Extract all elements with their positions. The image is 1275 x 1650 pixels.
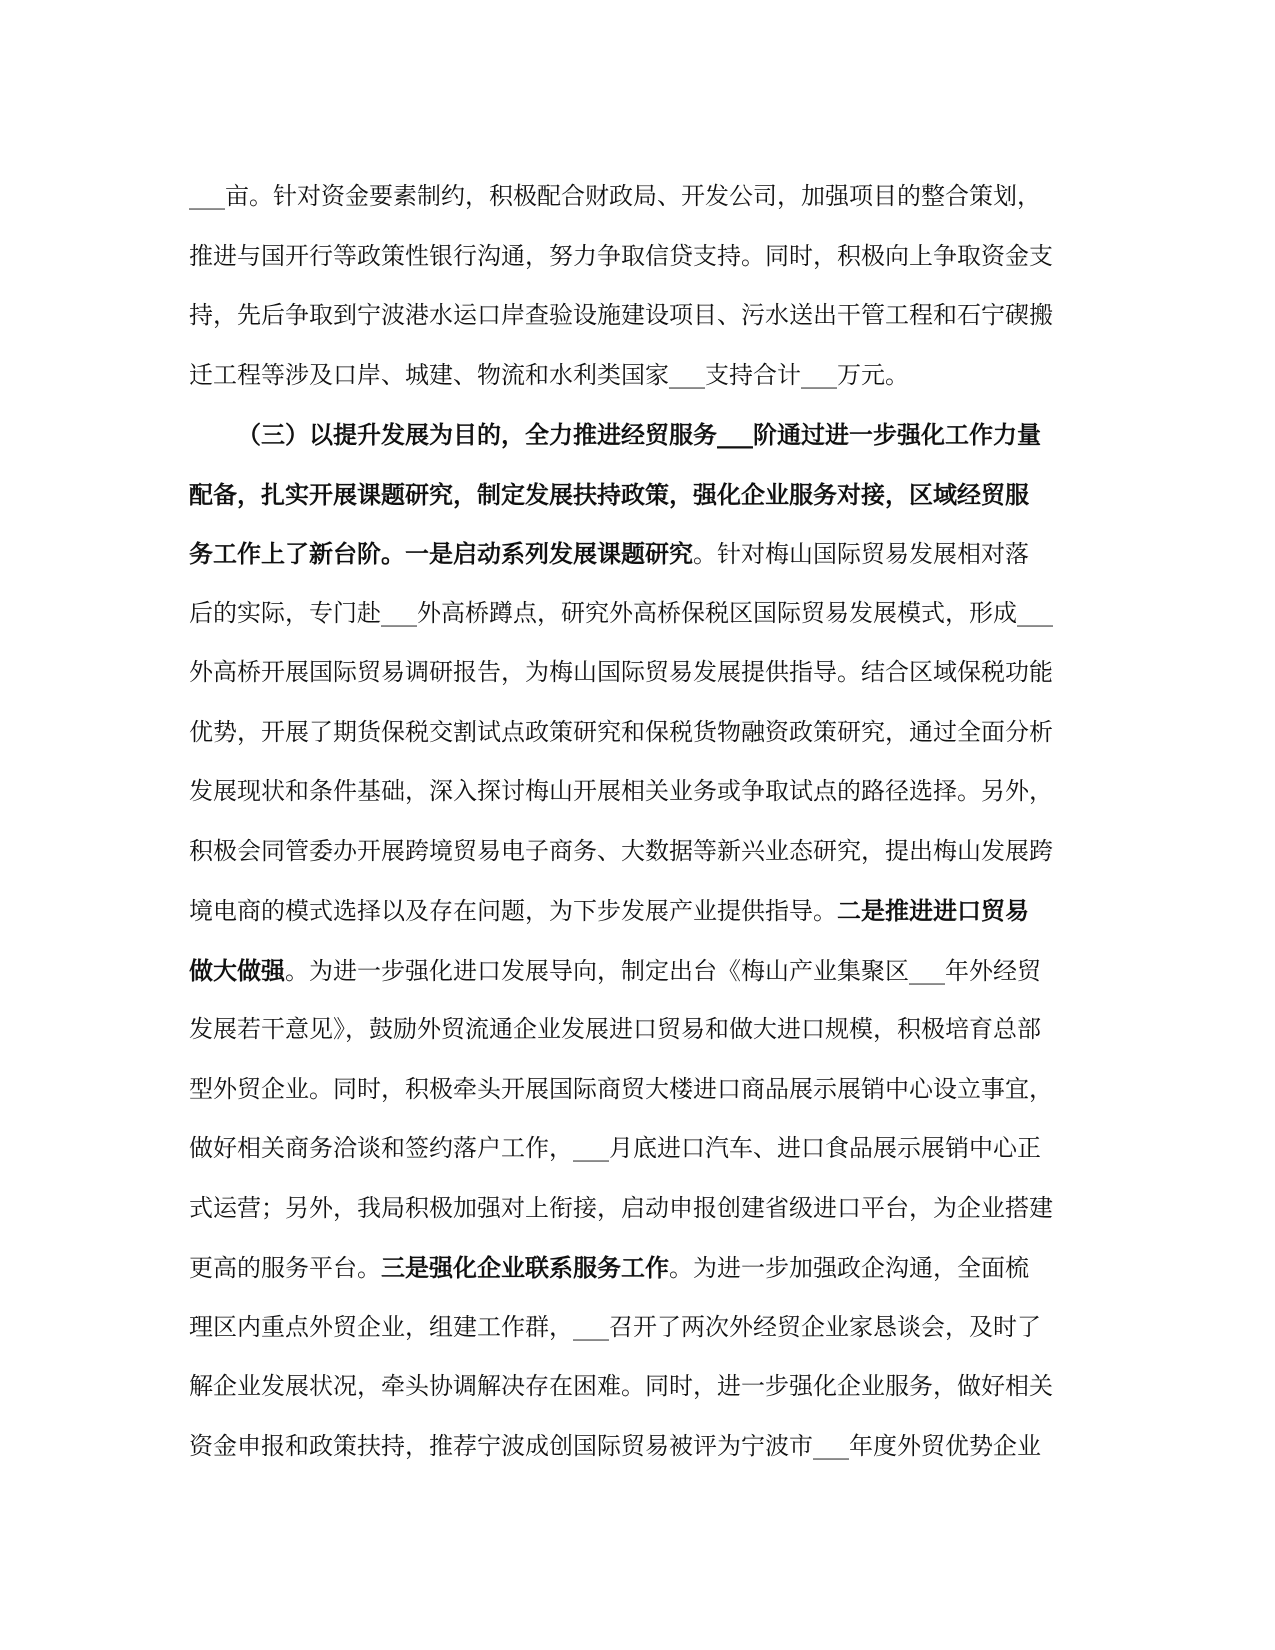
text-line — [189, 1060, 1089, 1120]
text-run: 型外贸企业。同时，积极牵头开展国际商贸大楼进口商品展示展销中心设立事宜， — [189, 1074, 1053, 1103]
text-line — [189, 822, 1089, 882]
text-run: 推进与国开行等政策性银行沟通，努力争取信贷支持。同时，积极向上争取资金支 — [189, 241, 1053, 270]
section-heading-line — [189, 405, 1089, 465]
text-run: 迁工程等涉及口岸、城建、物流和水利类国家___支持合计___万元。 — [189, 360, 909, 389]
text-line — [189, 1119, 1089, 1179]
text-line — [189, 167, 1089, 227]
text-run: 持，先后争取到宁波港水运口岸查验设施建设项目、污水送出干管工程和石宁碶搬 — [189, 301, 1053, 329]
bold-text-run: 二是推进进口贸易 — [837, 896, 1029, 925]
text-run: 境电商的模式选择以及存在问题，为下步发展产业提供指导。 — [189, 897, 837, 925]
text-line — [189, 643, 1089, 703]
bold-text-run: 务工作上了新台阶。一是启动系列发展课题研究 — [189, 539, 693, 568]
text-line — [189, 524, 1089, 584]
text-run: 式运营；另外，我局积极加强对上衔接，启动申报创建省级进口平台，为企业搭建 — [189, 1193, 1053, 1222]
text-line — [189, 1000, 1089, 1060]
text-line — [189, 1417, 1089, 1477]
text-line — [189, 881, 1089, 941]
text-line — [189, 584, 1089, 644]
text-run: 。针对梅山国际贸易发展相对落 — [693, 540, 1029, 568]
text-line — [189, 703, 1089, 763]
text-line — [189, 941, 1089, 1001]
text-line — [189, 1298, 1089, 1358]
text-run: 发展现状和条件基础，深入探讨梅山开展相关业务或争取试点的路径选择。另外， — [189, 777, 1053, 805]
text-run: 优势，开展了期货保税交割试点政策研究和保税货物融资政策研究，通过全面分析 — [189, 717, 1053, 746]
text-run: 发展若干意见》，鼓励外贸流通企业发展进口贸易和做大进口规模，积极培育总部 — [189, 1015, 1041, 1043]
text-line — [189, 346, 1089, 406]
text-line — [189, 1238, 1089, 1298]
text-run: 外高桥开展国际贸易调研报告，为梅山国际贸易发展提供指导。结合区域保税功能 — [189, 658, 1053, 686]
text-line — [189, 286, 1089, 346]
text-line — [189, 1357, 1089, 1417]
text-run: 做好相关商务洽谈和签约落户工作，___月底进口汽车、进口食品展示展销中心正 — [189, 1134, 1041, 1162]
text-run: 资金申报和政策扶持，推荐宁波成创国际贸易被评为宁波市___年度外贸优势企业 — [189, 1431, 1041, 1460]
text-run: ___亩。针对资金要素制约，积极配合财政局、开发公司，加强项目的整合策划， — [189, 182, 1041, 210]
text-line — [189, 227, 1089, 287]
bold-text-run: 做大做强 — [189, 955, 285, 985]
text-run: 理区内重点外贸企业，组建工作群，___召开了两次外经贸企业家恳谈会，及时了 — [189, 1312, 1041, 1341]
section-heading: （三）以提升发展为目的，全力推进经贸服务___阶通过进一步强化工作力量 — [237, 420, 1041, 449]
bold-text-run: 三是强化企业联系服务工作 — [381, 1253, 669, 1282]
text-line — [189, 1179, 1089, 1239]
text-run: 。为进一步强化进口发展导向，制定出台《梅山产业集聚区___年外经贸 — [285, 956, 1041, 985]
document-body — [189, 167, 1089, 1476]
text-run: 。为进一步加强政企沟通，全面梳 — [669, 1254, 1029, 1282]
text-line — [189, 762, 1089, 822]
section-heading: 配备，扎实开展课题研究，制定发展扶持政策，强化企业服务对接，区域经贸服 — [189, 479, 1029, 509]
text-run: 更高的服务平台。 — [189, 1254, 381, 1282]
text-run: 后的实际，专门赴___外高桥蹲点，研究外高桥保税区国际贸易发展模式，形成___ — [189, 598, 1053, 627]
text-line — [189, 465, 1089, 525]
text-run: 解企业发展状况，牵头协调解决存在困难。同时，进一步强化企业服务，做好相关 — [189, 1372, 1053, 1400]
text-run: 积极会同管委办开展跨境贸易电子商务、大数据等新兴业态研究，提出梅山发展跨 — [189, 836, 1053, 865]
